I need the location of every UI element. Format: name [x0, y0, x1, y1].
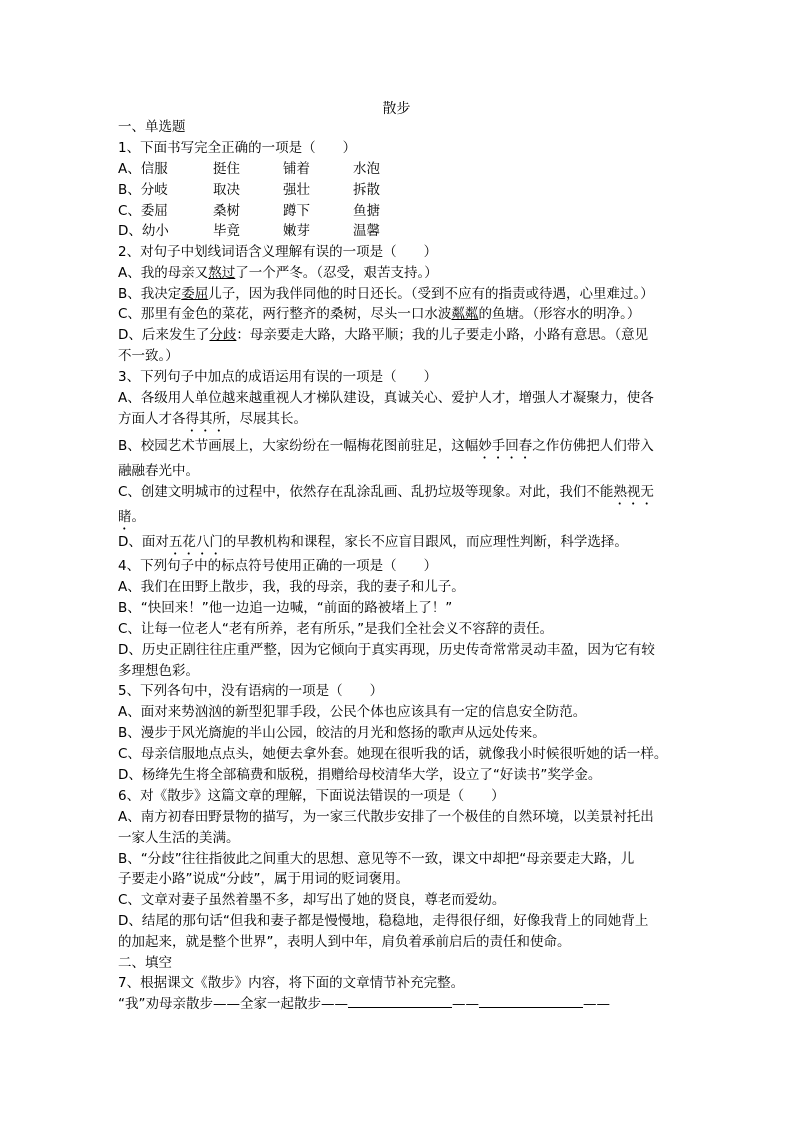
- q1-b-word-1: B、分岐: [118, 182, 168, 198]
- q1-d-word-1: D、幼小: [118, 223, 169, 239]
- underlined-word: 委屈: [181, 286, 209, 302]
- q4-option-d-cont: 多理想色彩。: [118, 663, 199, 679]
- q6-option-b: B、“分歧”往往指彼此之间重大的思想、意见等不一致，课文中却把“母亲要走大路，儿: [118, 851, 635, 867]
- q1-d-word-4: 温馨: [353, 223, 380, 239]
- q1-c-word-4: 鱼搪: [353, 203, 380, 219]
- q4-option-a: A、我们在田野上散步，我，我的母亲，我的妻子和儿子。: [118, 579, 465, 595]
- q1-a-word-4: 水泡: [353, 161, 380, 177]
- q7-dash-2: ——: [583, 996, 610, 1012]
- q4-stem: 4、下列句子中的标点符号使用正确的一项是（ ）: [118, 558, 438, 574]
- q7-dash-1: ——: [452, 996, 479, 1012]
- dotted-idiom: 五花八门: [168, 534, 223, 550]
- q1-a-word-3: 铺着: [283, 161, 310, 177]
- q5-option-c: C、母亲信服地点点头，她便去拿外套。她现在很听我的话，就像我小时候很听她的话一样。: [118, 746, 668, 762]
- section-heading-fill-blank: 二、填空: [118, 955, 172, 971]
- q7-answer-blank-2[interactable]: [479, 995, 583, 1008]
- q7-stem: 7、根据课文《散步》内容，将下面的文章情节补充完整。: [118, 975, 465, 991]
- dotted-idiom: 睹: [118, 509, 132, 525]
- q1-c-word-2: 桑树: [213, 203, 240, 219]
- q5-option-a: A、面对来势汹汹的新型犯罪手段，公民个体也应该具有一定的信息安全防范。: [118, 704, 587, 720]
- section-heading-single-choice: 一、单选题: [118, 119, 186, 135]
- q1-d-word-2: 毕竟: [213, 223, 240, 239]
- q4-option-b: B、“快回来！”他一边追一边喊，“前面的路被堵上了！”: [118, 600, 453, 616]
- q3-stem: 3、下列句子中加点的成语运用有误的一项是（ ）: [118, 369, 438, 385]
- q6-option-b-cont: 子要走小路”说成“分歧”，属于用词的贬词褒用。: [118, 871, 409, 887]
- q1-d-word-3: 嫩芽: [283, 223, 310, 239]
- q3-option-a-cont: 方面人才各得其所，尽展其长。: [118, 411, 307, 427]
- q2-option-b: B、我决定委屈儿子，因为我伴同他的时日还长。（受到不应有的指责或待遇，心里难过。）: [118, 286, 654, 302]
- q5-option-b: B、漫步于风光旖旎的半山公园，皎洁的月光和悠扬的歌声从远处传来。: [118, 725, 546, 741]
- q6-option-c: C、文章对妻子虽然着墨不多，却写出了她的贤良，尊老而爱幼。: [118, 892, 506, 908]
- underlined-word: 粼粼: [451, 306, 479, 322]
- q2-option-d-cont: 不一致。）: [118, 348, 179, 364]
- underlined-word: 熬过: [208, 265, 236, 281]
- page-title: 散步: [382, 101, 411, 117]
- q3-option-c-cont: 睹。: [118, 509, 145, 525]
- q3-option-d: D、面对五花八门的早教机构和课程，家长不应盲目跟风，而应理性判断，科学选择。: [118, 534, 628, 550]
- dotted-idiom: 妙手回春: [478, 438, 533, 454]
- q1-b-word-2: 取决: [213, 182, 240, 198]
- q2-option-c: C、那里有金色的菜花，两行整齐的桑树，尽头一口水波粼粼的鱼塘。（形容水的明净。）: [118, 306, 641, 322]
- q1-c-word-3: 蹲下: [283, 203, 310, 219]
- q3-option-c: C、创建文明城市的过程中，依然存在乱涂乱画、乱扔垃圾等现象。对此，我们不能熟视无: [118, 484, 654, 500]
- q3-option-b: B、校园艺术节画展上，大家纷纷在一幅梅花图前驻足，这幅妙手回春之作仿佛把人们带入: [118, 438, 654, 454]
- q7-sequence-text: “我”劝母亲散步——全家一起散步——: [118, 996, 348, 1012]
- q7-answer-blank-1[interactable]: [348, 995, 452, 1008]
- q6-option-d-cont: 的加起来，就是整个世界”，表明人到中年，肩负着承前启后的责任和使命。: [118, 934, 571, 950]
- q3-option-b-cont: 融融春光中。: [118, 463, 199, 479]
- q6-stem: 6、对《散步》这篇文章的理解，下面说法错误的一项是（ ）: [118, 788, 505, 804]
- q5-stem: 5、下列各句中，没有语病的一项是（ ）: [118, 683, 384, 699]
- q4-option-d: D、历史正剧往往庄重严整，因为它倾向于真实再现，历史传奇常常灵动丰盈，因为它有较: [118, 642, 655, 658]
- q6-option-d: D、结尾的那句话“但我和妻子都是慢慢地，稳稳地，走得很仔细，好像我背上的同她背上: [118, 913, 649, 929]
- q2-option-a: A、我的母亲又熬过了一个严冬。（忍受，艰苦支持。）: [118, 265, 438, 281]
- q1-stem: 1、下面书写完全正确的一项是（ ）: [118, 140, 357, 156]
- q1-a-word-2: 挺住: [213, 161, 240, 177]
- q1-c-word-1: C、委屈: [118, 203, 168, 219]
- q7-sequence: [118, 995, 678, 1013]
- underlined-word: 分歧: [209, 327, 237, 343]
- q2-stem: 2、对句子中划线词语含义理解有误的一项是（ ）: [118, 244, 438, 260]
- q1-a-word-1: A、信服: [118, 161, 168, 177]
- q2-option-d: D、后来发生了分歧：母亲要走大路，大路平顺；我的儿子要走小路，小路有意思。（意见: [118, 327, 649, 343]
- dotted-idiom: 得其所: [185, 411, 226, 427]
- q5-option-d: D、杨绛先生将全部稿费和版税，捐赠给母校清华大学，设立了“好读书”奖学金。: [118, 767, 602, 783]
- q6-option-a: A、南方初春田野景物的描写，为一家三代散步安排了一个极佳的自然环境，以美景衬托出: [118, 809, 654, 825]
- dotted-idiom: 熟视无: [613, 484, 654, 500]
- q6-option-a-cont: 一家人生活的美满。: [118, 830, 240, 846]
- q3-option-a: A、各级用人单位越来越重视人才梯队建设，真诚关心、爱护人才，增强人才凝聚力，使各: [118, 390, 654, 406]
- q1-b-word-4: 拆散: [353, 182, 380, 198]
- q1-b-word-3: 强壮: [283, 182, 310, 198]
- q4-option-c: C、让每一位老人“老有所养，老有所乐，”是我们全社会义不容辞的责任。: [118, 621, 554, 637]
